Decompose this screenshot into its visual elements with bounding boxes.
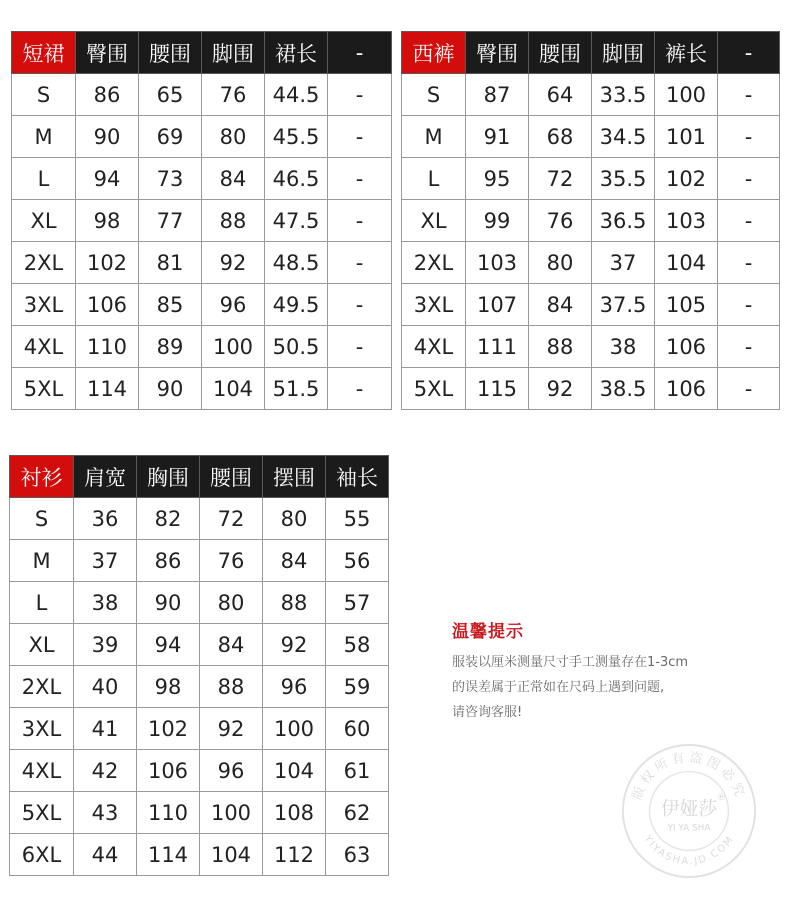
pants-value-cell: 37 bbox=[592, 242, 655, 284]
pants-row bbox=[402, 200, 780, 242]
pants-value-cell: 35.5 bbox=[592, 158, 655, 200]
skirt-header-cell: 腰围 bbox=[139, 32, 202, 74]
skirt-value-cell: 100 bbox=[202, 326, 265, 368]
pants-value-cell: 34.5 bbox=[592, 116, 655, 158]
shirt-value-cell: 80 bbox=[263, 498, 326, 540]
pants-value-cell: 72 bbox=[529, 158, 592, 200]
shirt-row bbox=[10, 708, 389, 750]
skirt-header-cell: 脚围 bbox=[202, 32, 265, 74]
pants-value-cell: 103 bbox=[466, 242, 529, 284]
skirt-size-cell: M bbox=[12, 116, 76, 158]
shirt-header-cell: 腰围 bbox=[200, 456, 263, 498]
skirt-value-cell: 65 bbox=[139, 74, 202, 116]
skirt-row bbox=[12, 368, 392, 410]
skirt-value-cell: 84 bbox=[202, 158, 265, 200]
pants-value-cell: 111 bbox=[466, 326, 529, 368]
skirt-value-cell: 90 bbox=[139, 368, 202, 410]
shirt-value-cell: 92 bbox=[200, 708, 263, 750]
pants-value-cell: 102 bbox=[655, 158, 718, 200]
skirt-value-cell: - bbox=[328, 326, 392, 368]
pants-size-cell: 4XL bbox=[402, 326, 466, 368]
skirt-size-cell: 4XL bbox=[12, 326, 76, 368]
shirt-value-cell: 72 bbox=[200, 498, 263, 540]
shirt-value-cell: 104 bbox=[263, 750, 326, 792]
shirt-value-cell: 37 bbox=[74, 540, 137, 582]
pants-value-cell: 101 bbox=[655, 116, 718, 158]
shirt-size-cell: 5XL bbox=[10, 792, 74, 834]
shirt-value-cell: 42 bbox=[74, 750, 137, 792]
skirt-size-table bbox=[11, 31, 392, 410]
pants-value-cell: - bbox=[718, 326, 780, 368]
skirt-row bbox=[12, 326, 392, 368]
pants-value-cell: 104 bbox=[655, 242, 718, 284]
shirt-size-cell: 4XL bbox=[10, 750, 74, 792]
shirt-value-cell: 36 bbox=[74, 498, 137, 540]
shirt-value-cell: 112 bbox=[263, 834, 326, 876]
shirt-value-cell: 84 bbox=[200, 624, 263, 666]
pants-size-cell: 2XL bbox=[402, 242, 466, 284]
skirt-size-cell: XL bbox=[12, 200, 76, 242]
pants-value-cell: 37.5 bbox=[592, 284, 655, 326]
skirt-value-cell: - bbox=[328, 368, 392, 410]
pants-value-cell: - bbox=[718, 158, 780, 200]
shirt-value-cell: 38 bbox=[74, 582, 137, 624]
shirt-table-body bbox=[10, 456, 389, 876]
skirt-value-cell: 47.5 bbox=[265, 200, 328, 242]
skirt-size-cell: 5XL bbox=[12, 368, 76, 410]
shirt-header-cell: 衬衫 bbox=[10, 456, 74, 498]
shirt-value-cell: 108 bbox=[263, 792, 326, 834]
pants-row bbox=[402, 284, 780, 326]
skirt-value-cell: - bbox=[328, 158, 392, 200]
pants-value-cell: 84 bbox=[529, 284, 592, 326]
shirt-size-cell: L bbox=[10, 582, 74, 624]
shirt-value-cell: 82 bbox=[137, 498, 200, 540]
shirt-value-cell: 55 bbox=[326, 498, 389, 540]
skirt-row bbox=[12, 242, 392, 284]
pants-size-cell: 5XL bbox=[402, 368, 466, 410]
shirt-value-cell: 92 bbox=[263, 624, 326, 666]
skirt-value-cell: 94 bbox=[76, 158, 139, 200]
skirt-size-cell: S bbox=[12, 74, 76, 116]
pants-size-cell: 3XL bbox=[402, 284, 466, 326]
shirt-value-cell: 40 bbox=[74, 666, 137, 708]
shirt-value-cell: 76 bbox=[200, 540, 263, 582]
shirt-size-cell: 3XL bbox=[10, 708, 74, 750]
pants-value-cell: - bbox=[718, 368, 780, 410]
shirt-size-cell: XL bbox=[10, 624, 74, 666]
shirt-value-cell: 41 bbox=[74, 708, 137, 750]
shirt-row bbox=[10, 582, 389, 624]
stamp-bottom-arc-text: YIYASHA.JD.COM bbox=[641, 833, 737, 868]
skirt-value-cell: 110 bbox=[76, 326, 139, 368]
shirt-value-cell: 110 bbox=[137, 792, 200, 834]
shirt-value-cell: 100 bbox=[263, 708, 326, 750]
pants-value-cell: - bbox=[718, 242, 780, 284]
skirt-value-cell: 49.5 bbox=[265, 284, 328, 326]
pants-value-cell: 100 bbox=[655, 74, 718, 116]
shirt-value-cell: 98 bbox=[137, 666, 200, 708]
shirt-value-cell: 88 bbox=[263, 582, 326, 624]
pants-value-cell: 107 bbox=[466, 284, 529, 326]
skirt-value-cell: 86 bbox=[76, 74, 139, 116]
pants-value-cell: 38.5 bbox=[592, 368, 655, 410]
pants-row bbox=[402, 242, 780, 284]
shirt-value-cell: 106 bbox=[137, 750, 200, 792]
skirt-value-cell: - bbox=[328, 116, 392, 158]
skirt-header-cell: - bbox=[328, 32, 392, 74]
shirt-row bbox=[10, 498, 389, 540]
shirt-value-cell: 84 bbox=[263, 540, 326, 582]
shirt-row bbox=[10, 750, 389, 792]
skirt-value-cell: - bbox=[328, 284, 392, 326]
shirt-value-cell: 62 bbox=[326, 792, 389, 834]
shirt-value-cell: 94 bbox=[137, 624, 200, 666]
shirt-header-row bbox=[10, 456, 389, 498]
shirt-value-cell: 60 bbox=[326, 708, 389, 750]
shirt-value-cell: 80 bbox=[200, 582, 263, 624]
pants-header-cell: 西裤 bbox=[402, 32, 466, 74]
shirt-value-cell: 39 bbox=[74, 624, 137, 666]
shirt-value-cell: 104 bbox=[200, 834, 263, 876]
shirt-value-cell: 63 bbox=[326, 834, 389, 876]
pants-header-row bbox=[402, 32, 780, 74]
pants-value-cell: - bbox=[718, 200, 780, 242]
skirt-value-cell: 81 bbox=[139, 242, 202, 284]
pants-value-cell: - bbox=[718, 284, 780, 326]
shirt-size-cell: M bbox=[10, 540, 74, 582]
pants-value-cell: 80 bbox=[529, 242, 592, 284]
pants-value-cell: 105 bbox=[655, 284, 718, 326]
shirt-row bbox=[10, 540, 389, 582]
tips-line-3: 请咨询客服! bbox=[452, 705, 523, 720]
shirt-size-cell: S bbox=[10, 498, 74, 540]
skirt-value-cell: 98 bbox=[76, 200, 139, 242]
skirt-row bbox=[12, 200, 392, 242]
shirt-value-cell: 90 bbox=[137, 582, 200, 624]
skirt-value-cell: 104 bbox=[202, 368, 265, 410]
skirt-table-body bbox=[12, 32, 392, 410]
skirt-value-cell: 76 bbox=[202, 74, 265, 116]
pants-header-cell: - bbox=[718, 32, 780, 74]
shirt-row bbox=[10, 624, 389, 666]
pants-value-cell: 103 bbox=[655, 200, 718, 242]
shirt-value-cell: 44 bbox=[74, 834, 137, 876]
skirt-row bbox=[12, 284, 392, 326]
skirt-value-cell: 96 bbox=[202, 284, 265, 326]
pants-size-cell: S bbox=[402, 74, 466, 116]
pants-value-cell: 106 bbox=[655, 326, 718, 368]
skirt-value-cell: 89 bbox=[139, 326, 202, 368]
shirt-size-cell: 6XL bbox=[10, 834, 74, 876]
shirt-size-cell: 2XL bbox=[10, 666, 74, 708]
pants-size-cell: M bbox=[402, 116, 466, 158]
pants-table-body bbox=[402, 32, 780, 410]
pants-header-cell: 裤长 bbox=[655, 32, 718, 74]
stamp-brand-latin: YI YA SHA bbox=[667, 823, 711, 834]
tips-panel bbox=[452, 617, 688, 725]
pants-value-cell: 92 bbox=[529, 368, 592, 410]
stamp-registered-mark: ® bbox=[717, 793, 726, 804]
pants-value-cell: 95 bbox=[466, 158, 529, 200]
skirt-header-cell: 短裙 bbox=[12, 32, 76, 74]
tips-title: 温馨提示 bbox=[452, 622, 524, 642]
shirt-value-cell: 96 bbox=[263, 666, 326, 708]
skirt-value-cell: 106 bbox=[76, 284, 139, 326]
skirt-value-cell: 45.5 bbox=[265, 116, 328, 158]
skirt-value-cell: 114 bbox=[76, 368, 139, 410]
skirt-header-row bbox=[12, 32, 392, 74]
pants-value-cell: 64 bbox=[529, 74, 592, 116]
pants-value-cell: 91 bbox=[466, 116, 529, 158]
pants-value-cell: 106 bbox=[655, 368, 718, 410]
pants-value-cell: 76 bbox=[529, 200, 592, 242]
skirt-value-cell: 46.5 bbox=[265, 158, 328, 200]
pants-size-table bbox=[401, 31, 780, 410]
skirt-header-cell: 臀围 bbox=[76, 32, 139, 74]
skirt-value-cell: - bbox=[328, 200, 392, 242]
skirt-value-cell: 90 bbox=[76, 116, 139, 158]
pants-value-cell: - bbox=[718, 74, 780, 116]
shirt-value-cell: 86 bbox=[137, 540, 200, 582]
skirt-value-cell: 48.5 bbox=[265, 242, 328, 284]
skirt-value-cell: 51.5 bbox=[265, 368, 328, 410]
shirt-value-cell: 102 bbox=[137, 708, 200, 750]
pants-row bbox=[402, 368, 780, 410]
pants-row bbox=[402, 74, 780, 116]
pants-header-cell: 脚围 bbox=[592, 32, 655, 74]
skirt-row bbox=[12, 74, 392, 116]
pants-header-cell: 臀围 bbox=[466, 32, 529, 74]
skirt-value-cell: - bbox=[328, 242, 392, 284]
pants-size-cell: L bbox=[402, 158, 466, 200]
skirt-size-cell: L bbox=[12, 158, 76, 200]
skirt-value-cell: 73 bbox=[139, 158, 202, 200]
shirt-size-table bbox=[9, 455, 389, 876]
shirt-header-cell: 袖长 bbox=[326, 456, 389, 498]
pants-value-cell: 33.5 bbox=[592, 74, 655, 116]
tips-line-2: 的误差属于正常如在尺码上遇到问题, bbox=[452, 680, 665, 695]
pants-value-cell: 87 bbox=[466, 74, 529, 116]
shirt-value-cell: 96 bbox=[200, 750, 263, 792]
shirt-value-cell: 100 bbox=[200, 792, 263, 834]
shirt-value-cell: 57 bbox=[326, 582, 389, 624]
shirt-value-cell: 59 bbox=[326, 666, 389, 708]
pants-header-cell: 腰围 bbox=[529, 32, 592, 74]
shirt-row bbox=[10, 792, 389, 834]
shirt-value-cell: 43 bbox=[74, 792, 137, 834]
pants-value-cell: 68 bbox=[529, 116, 592, 158]
skirt-value-cell: 102 bbox=[76, 242, 139, 284]
pants-value-cell: 36.5 bbox=[592, 200, 655, 242]
stamp-top-arc-text: 版权所有盗图必究 bbox=[629, 750, 749, 803]
skirt-value-cell: 80 bbox=[202, 116, 265, 158]
watermark-stamp bbox=[620, 742, 758, 880]
pants-row bbox=[402, 158, 780, 200]
shirt-header-cell: 胸围 bbox=[137, 456, 200, 498]
skirt-header-cell: 裙长 bbox=[265, 32, 328, 74]
skirt-value-cell: 77 bbox=[139, 200, 202, 242]
skirt-value-cell: 44.5 bbox=[265, 74, 328, 116]
pants-value-cell: 115 bbox=[466, 368, 529, 410]
pants-value-cell: 99 bbox=[466, 200, 529, 242]
pants-value-cell: - bbox=[718, 116, 780, 158]
skirt-row bbox=[12, 158, 392, 200]
pants-value-cell: 38 bbox=[592, 326, 655, 368]
pants-row bbox=[402, 326, 780, 368]
shirt-row bbox=[10, 834, 389, 876]
stamp-brand: 伊娅莎 bbox=[660, 798, 718, 820]
skirt-size-cell: 3XL bbox=[12, 284, 76, 326]
shirt-header-cell: 摆围 bbox=[263, 456, 326, 498]
shirt-value-cell: 56 bbox=[326, 540, 389, 582]
pants-row bbox=[402, 116, 780, 158]
pants-size-cell: XL bbox=[402, 200, 466, 242]
shirt-value-cell: 114 bbox=[137, 834, 200, 876]
skirt-size-cell: 2XL bbox=[12, 242, 76, 284]
skirt-value-cell: 85 bbox=[139, 284, 202, 326]
skirt-row bbox=[12, 116, 392, 158]
pants-value-cell: 88 bbox=[529, 326, 592, 368]
shirt-header-cell: 肩宽 bbox=[74, 456, 137, 498]
skirt-value-cell: 69 bbox=[139, 116, 202, 158]
shirt-value-cell: 58 bbox=[326, 624, 389, 666]
skirt-value-cell: 50.5 bbox=[265, 326, 328, 368]
tips-line-1: 服装以厘米测量尺寸手工测量存在1-3cm bbox=[452, 655, 689, 670]
skirt-value-cell: 92 bbox=[202, 242, 265, 284]
shirt-row bbox=[10, 666, 389, 708]
skirt-value-cell: - bbox=[328, 74, 392, 116]
shirt-value-cell: 88 bbox=[200, 666, 263, 708]
shirt-value-cell: 61 bbox=[326, 750, 389, 792]
skirt-value-cell: 88 bbox=[202, 200, 265, 242]
